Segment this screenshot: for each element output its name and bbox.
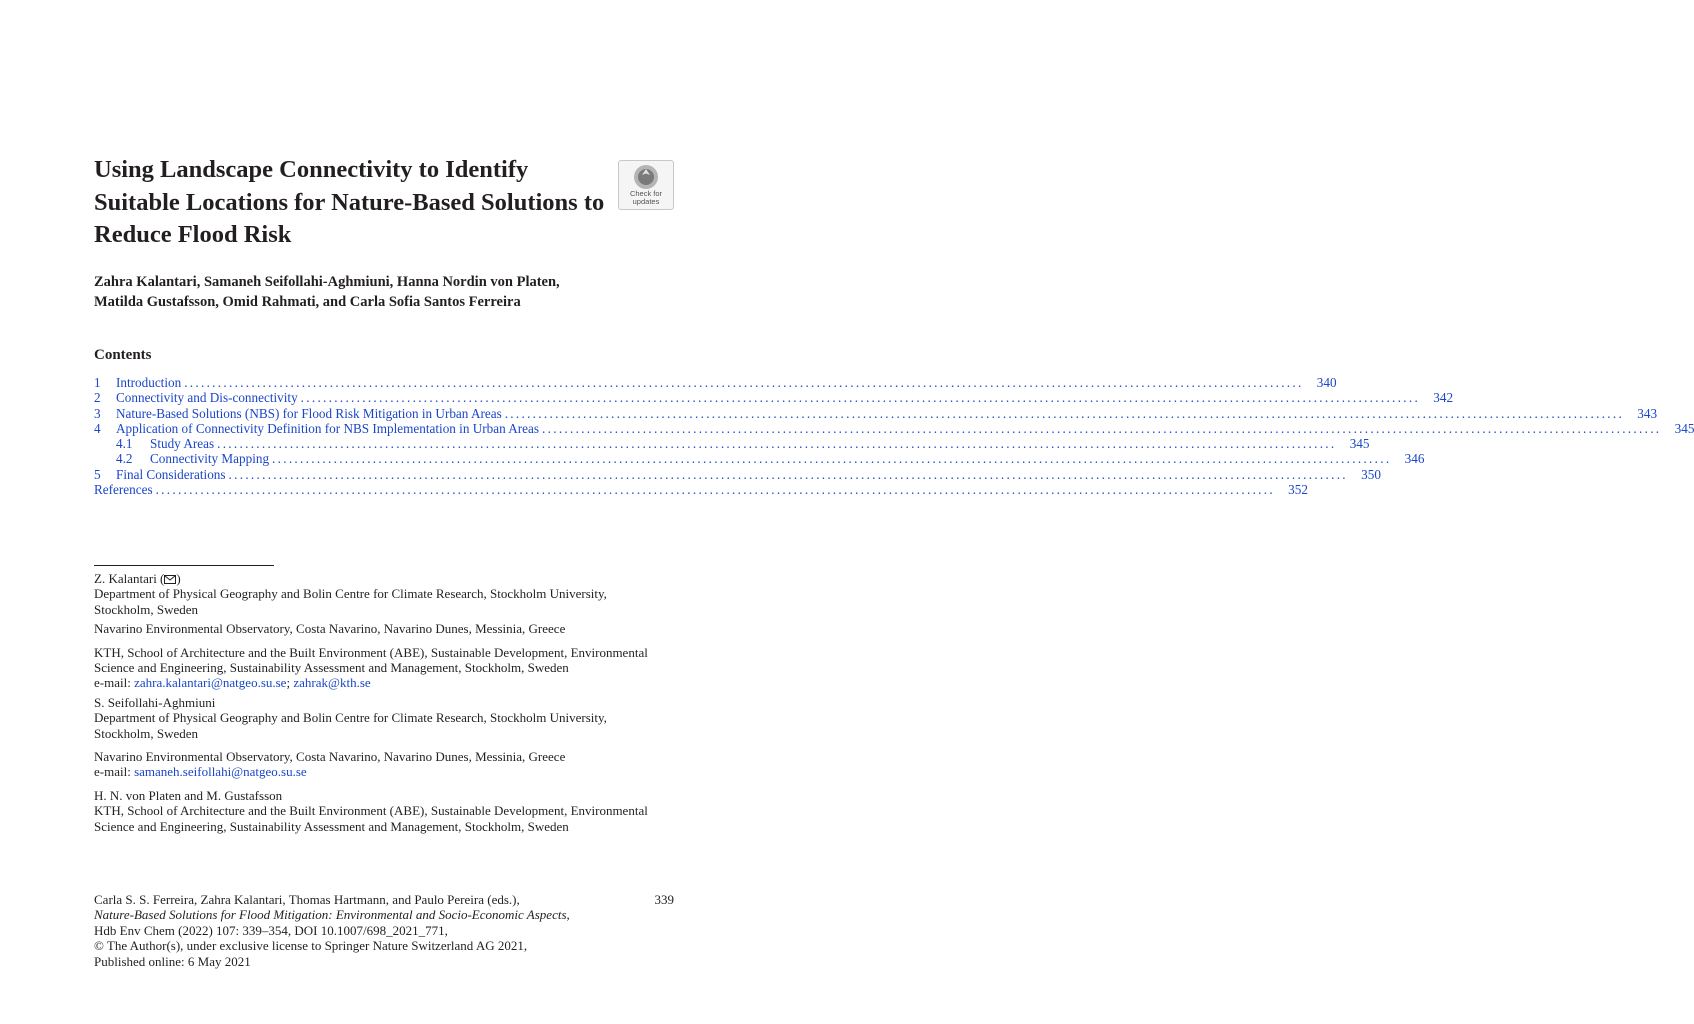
toc-number: 1 — [94, 375, 101, 390]
author-name-close: ) — [176, 571, 181, 586]
book-title-end: , — [566, 907, 570, 923]
toc-entry[interactable] — [94, 436, 1370, 452]
author-name: H. N. von Platen and M. Gustafsson — [94, 787, 283, 803]
affiliation-text: KTH, School of Architecture and the Built Environment (ABE), Sustainable Development, Environmental Science and Engineering, Sustainability Assessment and Management, Stockholm, Sweden — [94, 803, 648, 834]
check-for-updates-badge[interactable] — [618, 160, 674, 210]
book-footer — [94, 892, 674, 969]
footer-first-line — [94, 892, 674, 907]
published-date: Published online: 6 May 2021 — [94, 953, 251, 969]
email-link[interactable]: zahra.kalantari@natgeo.su.se — [134, 675, 287, 691]
email-separator: ; — [286, 675, 294, 691]
affiliation-text: Department of Physical Geography and Bolin Centre for Climate Research, Stockholm University, Stockholm, Sweden — [94, 586, 607, 617]
toc-leader: ........................................................................................................................................................................................................ — [155, 482, 1275, 498]
email-link[interactable]: zahrak@kth.se — [293, 675, 371, 691]
chapter-title: Using Landscape Connectivity to Identify Suitable Locations for Nature-Based Solutions to Reduce Flood Risk — [94, 156, 605, 248]
toc-page: 352 — [1288, 482, 1308, 498]
affiliation-text: Navarino Environmental Observatory, Costa Navarino, Navarino Dunes, Messinia, Greece — [94, 749, 566, 765]
toc-leader: ........................................................................................................................................................................................................ — [542, 420, 1662, 436]
email-prefix: e-mail: — [94, 764, 135, 780]
toc-page: 345 — [1349, 436, 1370, 452]
footnote-divider — [94, 565, 274, 566]
authors-line2: Matilda Gustafsson, Omid Rahmati, and Carla Sofia Santos Ferreira — [94, 293, 521, 310]
toc-leader: ........................................................................................................................................................................................................ — [217, 436, 1337, 452]
kalantari-aff3-block — [94, 645, 654, 691]
toc-entry[interactable] — [94, 405, 1658, 421]
toc-label: Introduction — [116, 375, 182, 390]
toc-label: Connectivity Mapping — [150, 451, 270, 467]
affiliations — [94, 571, 654, 842]
platen-block — [94, 788, 654, 834]
affiliation-text: Department of Physical Geography and Bolin Centre for Climate Research, Stockholm University, Stockholm, Sweden — [94, 710, 607, 741]
authors-line1: Zahra Kalantari, Samaneh Seifollahi-Aghmiuni, Hanna Nordin von Platen, — [94, 274, 560, 290]
toc-page: 346 — [1404, 451, 1425, 467]
email-prefix: e-mail: — [94, 675, 135, 691]
toc-entry[interactable] — [94, 390, 1454, 406]
citation: Hdb Env Chem (2022) 107: 339–354, DOI 10.1007/698_2021_771, — [94, 922, 448, 938]
badge-line1: Check for — [629, 189, 663, 198]
toc-page: 343 — [1637, 405, 1658, 421]
badge-line2: updates — [632, 197, 660, 206]
toc-label: Nature-Based Solutions (NBS) for Flood Risk Mitigation in Urban Areas — [116, 405, 502, 421]
page-number: 339 — [654, 892, 674, 907]
envelope-icon — [164, 575, 176, 584]
toc-page: 342 — [1433, 390, 1454, 406]
author-list — [94, 273, 694, 312]
check-updates-icon — [633, 164, 659, 190]
toc-leader: ........................................................................................................................................................................................................ — [228, 466, 1348, 482]
toc-page: 345 — [1674, 420, 1694, 436]
toc-label: Final Considerations — [116, 466, 226, 482]
toc-label: References — [94, 482, 153, 498]
kalantari-block — [94, 571, 654, 617]
toc-number: 4.1 — [116, 436, 133, 452]
toc-leader: ........................................................................................................................................................................................................ — [272, 451, 1392, 467]
author-name: S. Seifollahi-Aghmiuni — [94, 694, 216, 710]
affiliation-text: Navarino Environmental Observatory, Costa Navarino, Navarino Dunes, Messinia, Greece — [94, 621, 566, 637]
affiliation-text: KTH, School of Architecture and the Built Environment (ABE), Sustainable Development, Environmental Science and Engineering, Sustainability Assessment and Management, Stockholm, Sweden — [94, 644, 648, 676]
toc-entry[interactable] — [94, 482, 1308, 498]
table-of-contents — [94, 375, 1694, 498]
toc-number: 4.2 — [116, 451, 133, 467]
author-name — [94, 571, 654, 586]
toc-number: 2 — [94, 390, 101, 406]
toc-number: 5 — [94, 466, 101, 482]
toc-entry[interactable] — [94, 451, 1425, 467]
copyright: © The Author(s), under exclusive license to Springer Nature Switzerland AG 2021, — [94, 938, 528, 954]
author-name-text: Z. Kalantari ( — [94, 571, 165, 586]
toc-leader: ........................................................................................................................................................................................................ — [184, 375, 1304, 390]
contents-heading: Contents — [94, 347, 152, 363]
toc-label: Connectivity and Dis-connectivity — [116, 390, 298, 406]
toc-label: Application of Connectivity Definition for NBS Implementation in Urban Areas — [116, 420, 540, 436]
toc-label: Study Areas — [150, 436, 215, 452]
seifollahi-aff2-block — [94, 749, 654, 780]
toc-number: 4 — [94, 420, 101, 436]
toc-entry[interactable] — [94, 375, 1337, 390]
toc-entry[interactable] — [94, 466, 1381, 482]
toc-entry[interactable] — [94, 420, 1694, 436]
toc-leader: ........................................................................................................................................................................................................ — [300, 390, 1421, 406]
editors: Carla S. S. Ferreira, Zahra Kalantari, Thomas Hartmann, and Paulo Pereira (eds.), — [94, 892, 520, 907]
toc-page: 340 — [1316, 375, 1337, 390]
book-title: Nature-Based Solutions for Flood Mitigation: Environmental and Socio-Economic Aspects — [94, 907, 567, 923]
toc-page: 350 — [1361, 466, 1381, 482]
seifollahi-block — [94, 695, 654, 741]
book-title-line — [94, 907, 674, 922]
toc-number: 3 — [94, 405, 101, 421]
email-link[interactable]: samaneh.seifollahi@natgeo.su.se — [134, 764, 307, 780]
toc-leader: ........................................................................................................................................................................................................ — [504, 405, 1625, 421]
